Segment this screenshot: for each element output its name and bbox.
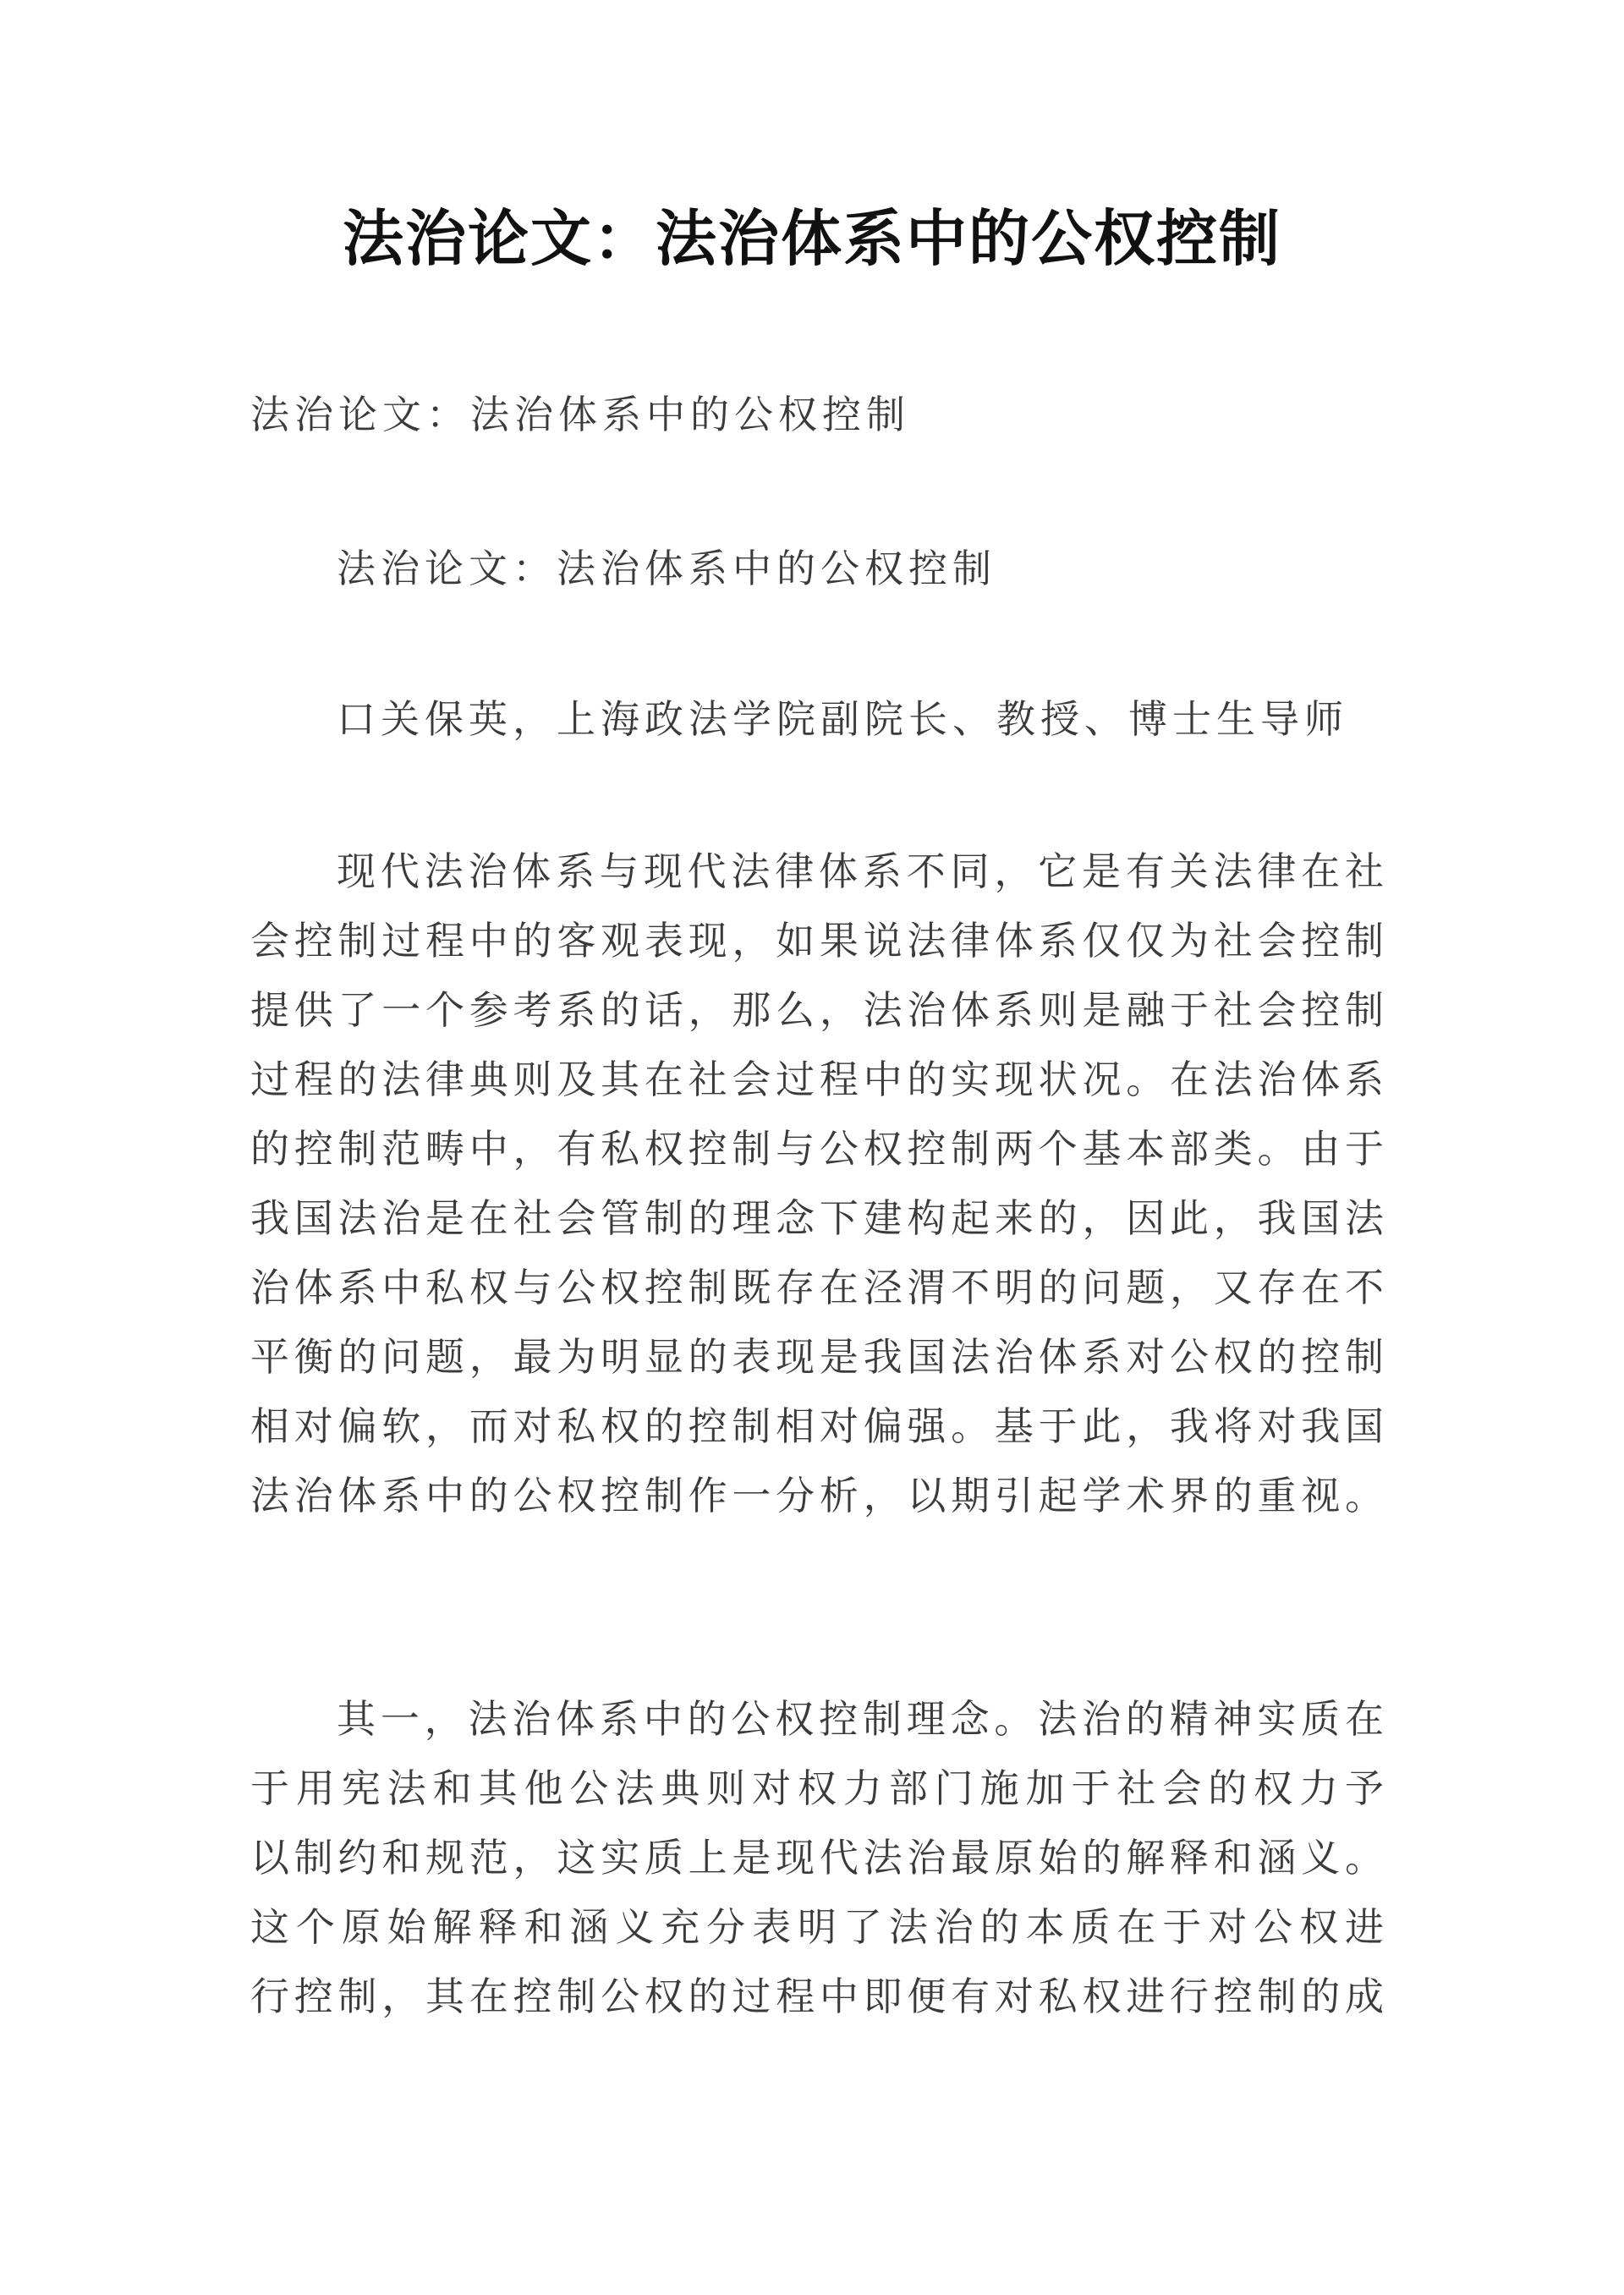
paragraph-2-line: 行控制，其在控制公权的过程中即便有对私权进行控制的成 xyxy=(250,1974,1384,2019)
document-title: 法治论文：法治体系中的公权控制 xyxy=(342,202,1281,274)
paragraph-2-line: 这个原始解释和涵义充分表明了法治的本质在于对公权进 xyxy=(250,1904,1384,1950)
paragraph-2-line: 于用宪法和其他公法典则对权力部门施加于社会的权力予 xyxy=(250,1765,1384,1811)
author-line: 口关保英，上海政法学院副院长、教授、博士生导师 xyxy=(337,696,1348,742)
paragraph-1-line: 会控制过程中的客观表现，如果说法律体系仅仅为社会控制 xyxy=(250,918,1384,964)
paragraph-1-line: 法治体系中的公权控制作一分析，以期引起学术界的重视。 xyxy=(250,1473,1384,1518)
paragraph-1-line: 我国法治是在社会管制的理念下建构起来的，因此，我国法 xyxy=(250,1195,1384,1241)
paragraph-1-line: 平衡的问题，最为明显的表现是我国法治体系对公权的控制 xyxy=(250,1334,1384,1380)
subtitle-line-indented: 法治论文：法治体系中的公权控制 xyxy=(337,546,996,591)
paragraph-2-line: 其一，法治体系中的公权控制理念。法治的精神实质在 xyxy=(337,1696,1384,1742)
paragraph-1-line: 治体系中私权与公权控制既存在泾渭不明的问题，又存在不 xyxy=(250,1265,1384,1310)
paragraph-1-line: 相对偏软，而对私权的控制相对偏强。基于此，我将对我国 xyxy=(250,1403,1384,1449)
paragraph-1-line: 现代法治体系与现代法律体系不同，它是有关法律在社 xyxy=(337,848,1384,894)
paragraph-1-line: 的控制范畴中，有私权控制与公权控制两个基本部类。由于 xyxy=(250,1126,1384,1172)
subtitle-line: 法治论文：法治体系中的公权控制 xyxy=(250,392,910,437)
paragraph-2-line: 以制约和规范，这实质上是现代法治最原始的解释和涵义。 xyxy=(250,1835,1384,1880)
paragraph-1-line: 提供了一个参考系的话，那么，法治体系则是融于社会控制 xyxy=(250,987,1384,1033)
paragraph-1-line: 过程的法律典则及其在社会过程中的实现状况。在法治体系 xyxy=(250,1057,1384,1102)
